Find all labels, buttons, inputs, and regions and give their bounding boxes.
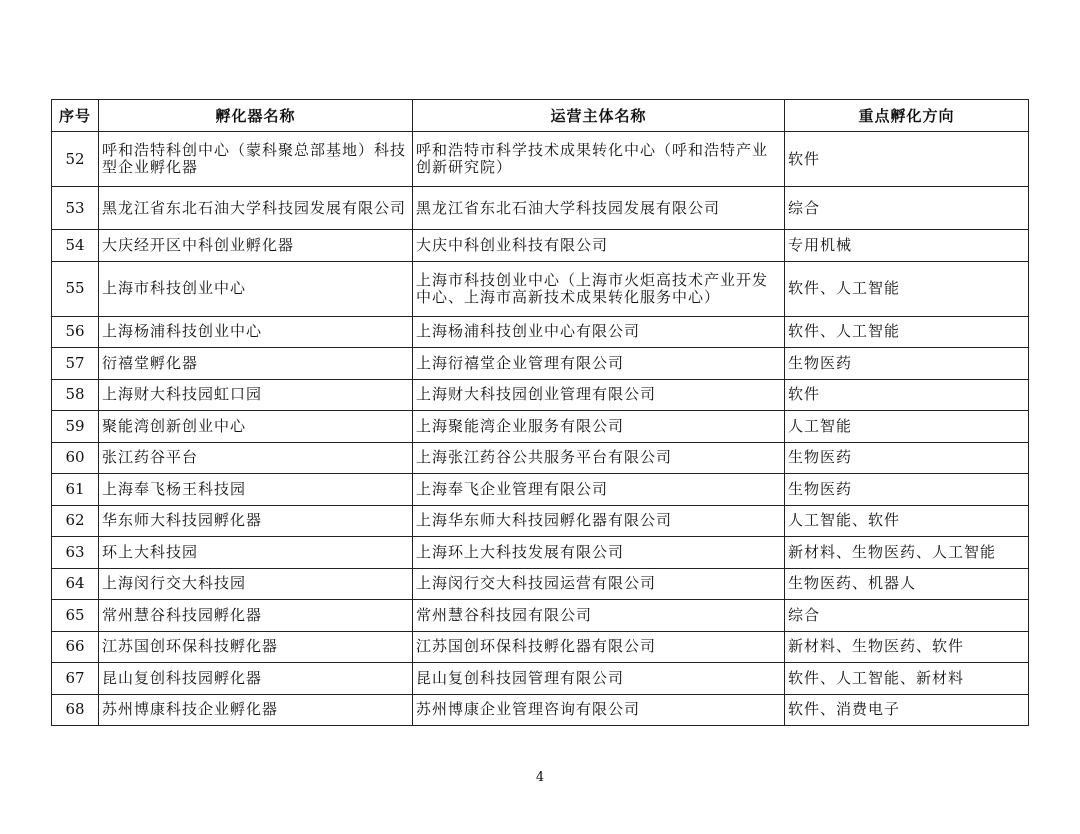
row-number: 67 [52, 663, 99, 695]
focus-direction: 生物医药、机器人 [785, 568, 1029, 600]
table-row [52, 132, 1029, 187]
focus-direction: 生物医药 [785, 474, 1029, 506]
incubator-name: 聚能湾创新创业中心 [99, 411, 413, 443]
focus-direction: 专用机械 [785, 230, 1029, 262]
focus-direction: 软件、人工智能 [785, 316, 1029, 348]
table-row [52, 442, 1029, 474]
row-number: 57 [52, 348, 99, 380]
operator-name: 上海环上大科技发展有限公司 [413, 537, 785, 569]
incubator-name: 大庆经开区中科创业孵化器 [99, 230, 413, 262]
operator-name: 上海市科技创业中心（上海市火炬高技术产业开发中心、上海市高新技术成果转化服务中心） [413, 261, 785, 316]
incubator-name: 张江药谷平台 [99, 442, 413, 474]
incubator-name: 呼和浩特科创中心（蒙科聚总部基地）科技型企业孵化器 [99, 132, 413, 187]
focus-direction: 软件、消费电子 [785, 694, 1029, 726]
incubator-name: 江苏国创环保科技孵化器 [99, 631, 413, 663]
operator-name: 上海杨浦科技创业中心有限公司 [413, 316, 785, 348]
focus-direction: 新材料、生物医药、软件 [785, 631, 1029, 663]
row-number: 63 [52, 537, 99, 569]
incubator-name: 上海奉飞杨王科技园 [99, 474, 413, 506]
table-row [52, 261, 1029, 316]
operator-name: 上海财大科技园创业管理有限公司 [413, 379, 785, 411]
operator-name: 上海闵行交大科技园运营有限公司 [413, 568, 785, 600]
focus-direction: 人工智能 [785, 411, 1029, 443]
operator-name: 苏州博康企业管理咨询有限公司 [413, 694, 785, 726]
table-row [52, 379, 1029, 411]
row-number: 56 [52, 316, 99, 348]
focus-direction: 软件、人工智能 [785, 261, 1029, 316]
operator-name: 江苏国创环保科技孵化器有限公司 [413, 631, 785, 663]
table-header-row [52, 100, 1029, 132]
header-incubator-name: 孵化器名称 [99, 100, 413, 132]
row-number: 64 [52, 568, 99, 600]
row-number: 60 [52, 442, 99, 474]
row-number: 68 [52, 694, 99, 726]
row-number: 53 [52, 187, 99, 230]
operator-name: 上海衍禧堂企业管理有限公司 [413, 348, 785, 380]
focus-direction: 生物医药 [785, 348, 1029, 380]
operator-name: 常州慧谷科技园有限公司 [413, 600, 785, 632]
row-number: 65 [52, 600, 99, 632]
table-row [52, 631, 1029, 663]
incubator-name: 上海财大科技园虹口园 [99, 379, 413, 411]
incubator-name: 苏州博康科技企业孵化器 [99, 694, 413, 726]
table-row [52, 537, 1029, 569]
focus-direction: 软件 [785, 132, 1029, 187]
focus-direction: 新材料、生物医药、人工智能 [785, 537, 1029, 569]
incubator-name: 昆山复创科技园孵化器 [99, 663, 413, 695]
table-row [52, 663, 1029, 695]
row-number: 52 [52, 132, 99, 187]
table-row [52, 694, 1029, 726]
header-focus-direction: 重点孵化方向 [785, 100, 1029, 132]
header-number: 序号 [52, 100, 99, 132]
row-number: 55 [52, 261, 99, 316]
incubator-name: 华东师大科技园孵化器 [99, 505, 413, 537]
operator-name: 黑龙江省东北石油大学科技园发展有限公司 [413, 187, 785, 230]
table-row [52, 411, 1029, 443]
header-operator-name: 运营主体名称 [413, 100, 785, 132]
focus-direction: 综合 [785, 600, 1029, 632]
operator-name: 上海华东师大科技园孵化器有限公司 [413, 505, 785, 537]
incubator-name: 衍禧堂孵化器 [99, 348, 413, 380]
table-row [52, 568, 1029, 600]
row-number: 61 [52, 474, 99, 506]
table-row [52, 474, 1029, 506]
table-row [52, 316, 1029, 348]
table-row [52, 505, 1029, 537]
row-number: 59 [52, 411, 99, 443]
incubator-name: 上海杨浦科技创业中心 [99, 316, 413, 348]
incubator-name: 环上大科技园 [99, 537, 413, 569]
operator-name: 昆山复创科技园管理有限公司 [413, 663, 785, 695]
table-row [52, 230, 1029, 262]
row-number: 62 [52, 505, 99, 537]
incubator-name: 上海市科技创业中心 [99, 261, 413, 316]
operator-name: 上海奉飞企业管理有限公司 [413, 474, 785, 506]
operator-name: 大庆中科创业科技有限公司 [413, 230, 785, 262]
focus-direction: 生物医药 [785, 442, 1029, 474]
incubator-name: 常州慧谷科技园孵化器 [99, 600, 413, 632]
row-number: 66 [52, 631, 99, 663]
focus-direction: 综合 [785, 187, 1029, 230]
operator-name: 呼和浩特市科学技术成果转化中心（呼和浩特产业创新研究院） [413, 132, 785, 187]
incubator-name: 黑龙江省东北石油大学科技园发展有限公司 [99, 187, 413, 230]
row-number: 58 [52, 379, 99, 411]
focus-direction: 软件 [785, 379, 1029, 411]
table-row [52, 348, 1029, 380]
operator-name: 上海张江药谷公共服务平台有限公司 [413, 442, 785, 474]
focus-direction: 软件、人工智能、新材料 [785, 663, 1029, 695]
row-number: 54 [52, 230, 99, 262]
incubator-table [51, 99, 1029, 726]
focus-direction: 人工智能、软件 [785, 505, 1029, 537]
operator-name: 上海聚能湾企业服务有限公司 [413, 411, 785, 443]
table-row [52, 187, 1029, 230]
incubator-name: 上海闵行交大科技园 [99, 568, 413, 600]
page-number: 4 [535, 770, 545, 785]
table-row [52, 600, 1029, 632]
